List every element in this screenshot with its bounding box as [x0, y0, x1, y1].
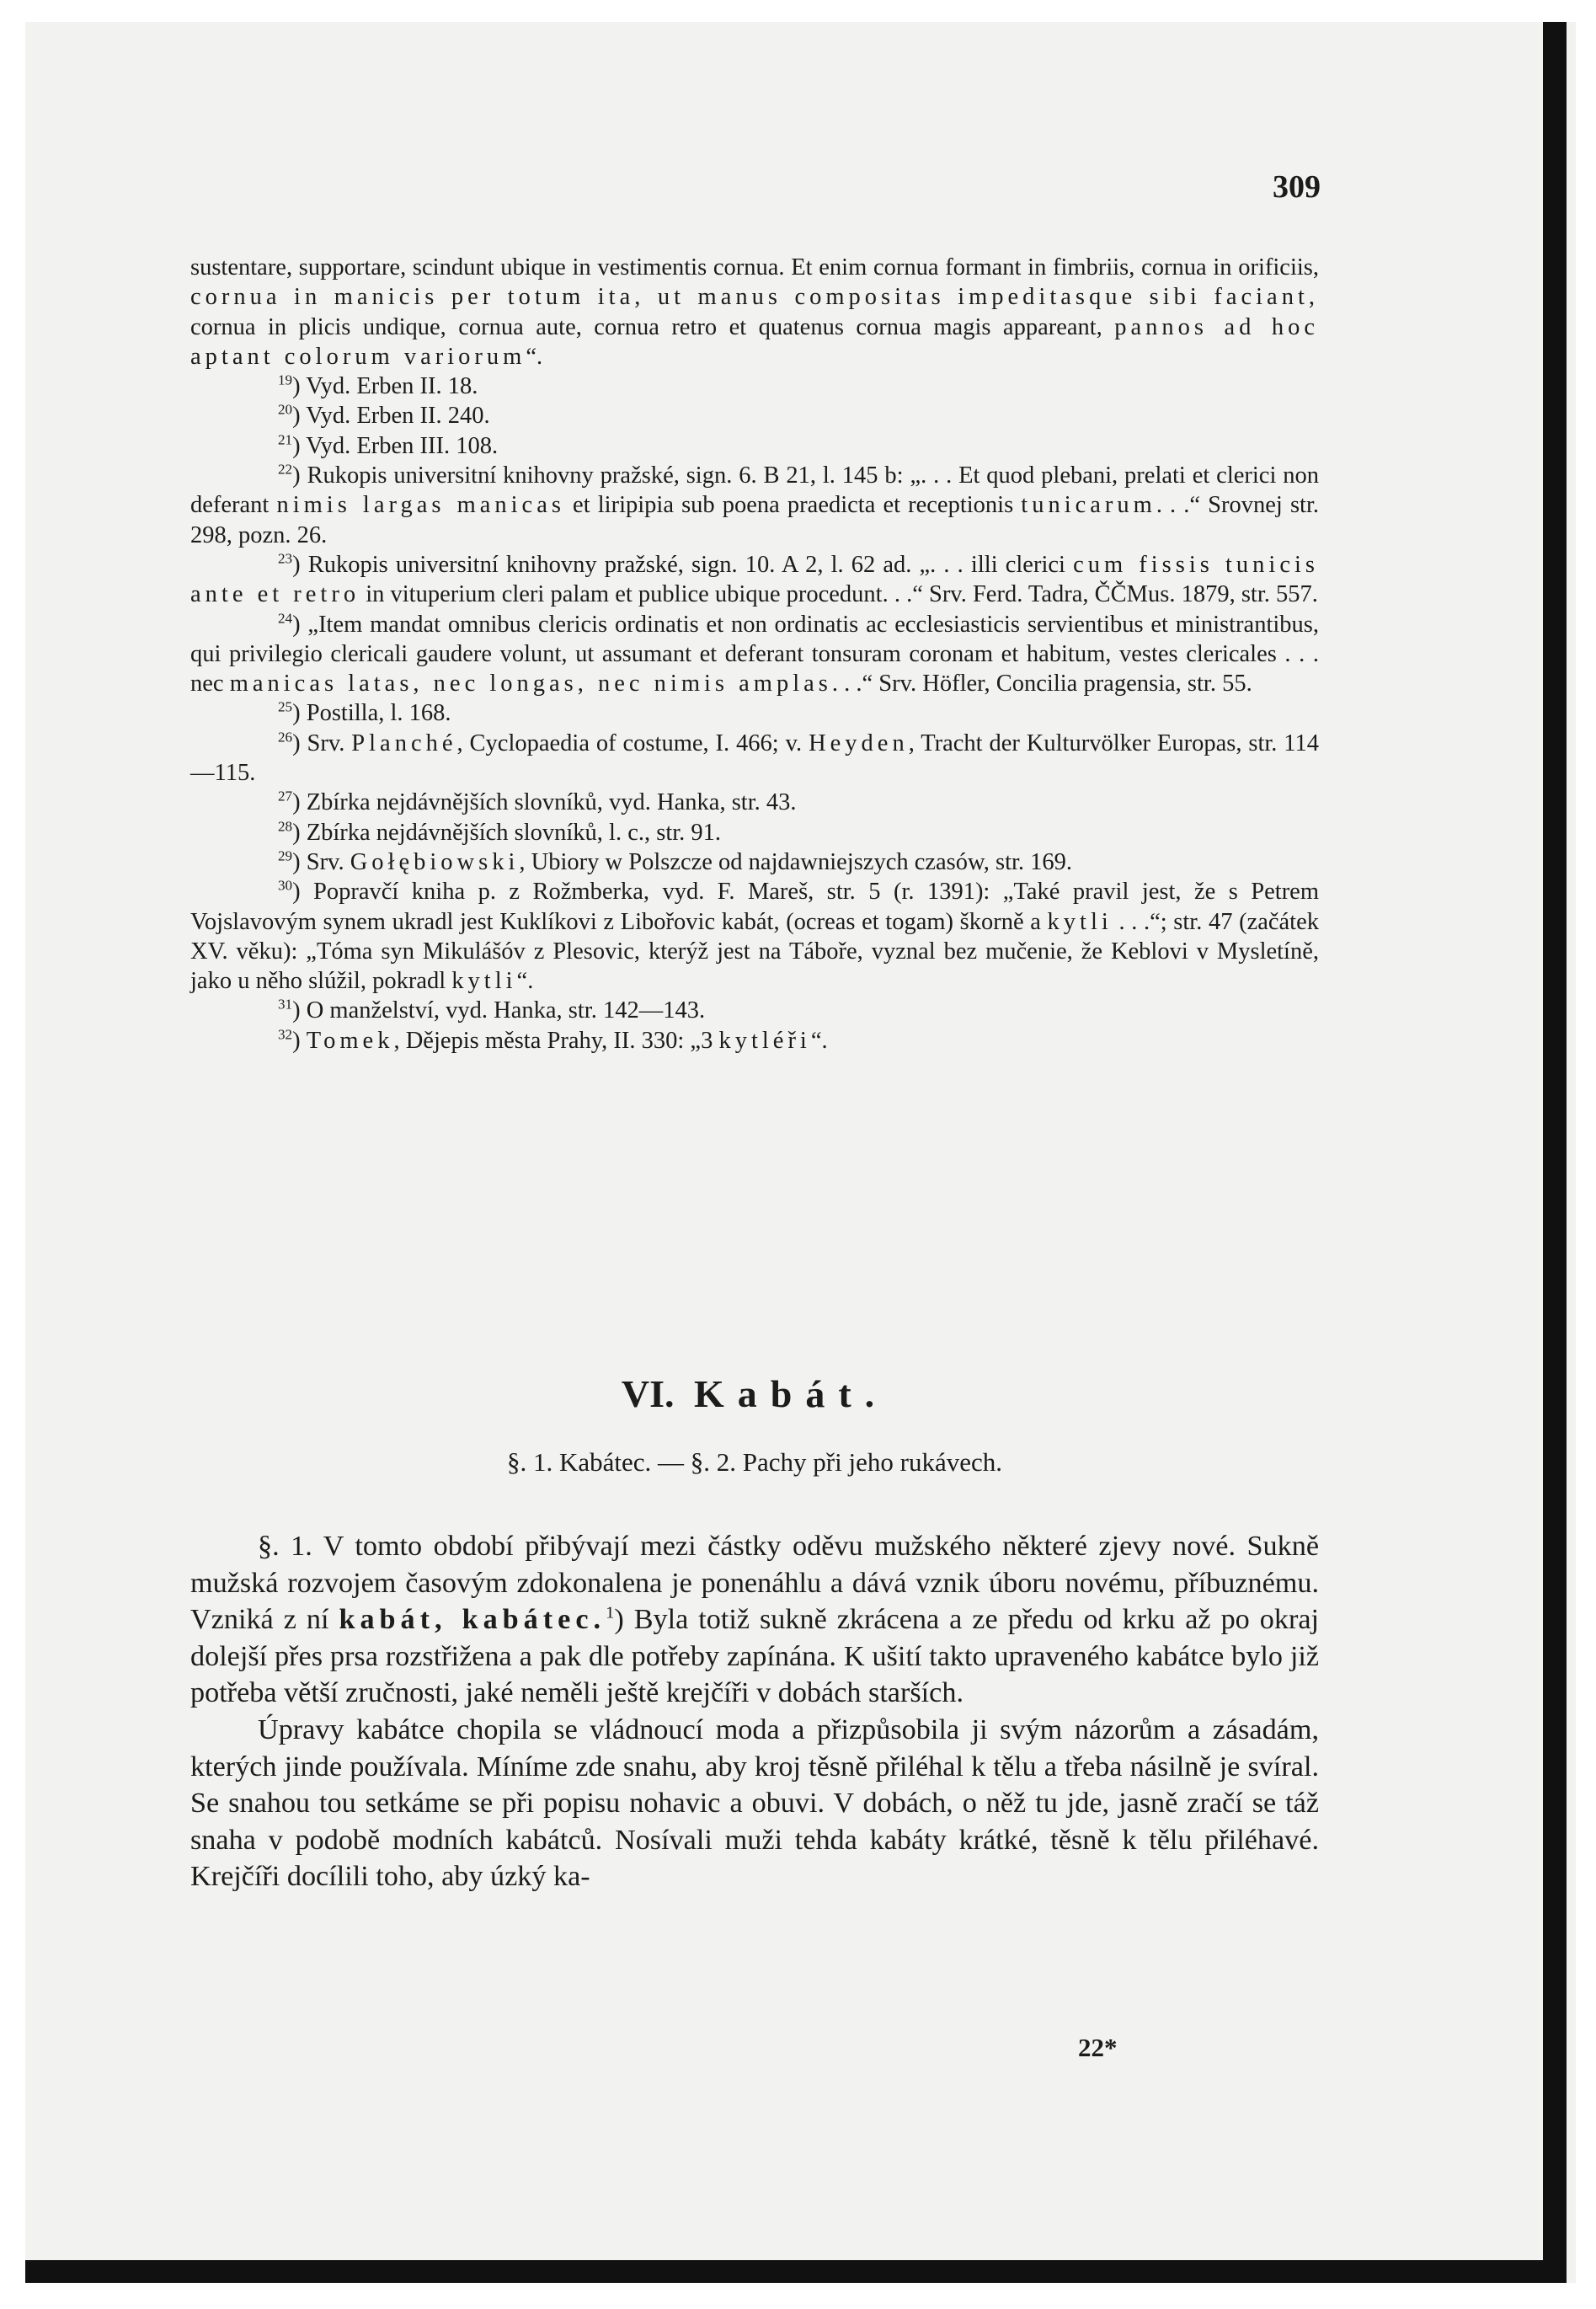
- footnote-marker: 25: [278, 698, 293, 715]
- spaced-text: kytli: [451, 968, 517, 995]
- spaced-text: kytli: [1047, 908, 1113, 935]
- chapter-title: [190, 1371, 1319, 1416]
- footnote-23: $^{23}$) Rukopis universitní knihovny pražské, sign. 10. A 2, l. 62 ad. „. . . illi clerici cum fissis tunicis ante et retro in vituperium cleri palam et publice ubique procedunt. . .“ Srv. Ferd. Tadra, ČČMus. 1879, str. 557.: [190, 550, 1319, 608]
- footnote-text: Srv.: [307, 730, 352, 756]
- footnote-text: “.: [516, 968, 534, 995]
- footnote-text: Vyd. Erben III. 108.: [306, 432, 499, 459]
- footnote-19: $^{19}$) Vyd. Erben II. 18.: [278, 371, 478, 400]
- spaced-text: kabát, kabátec.: [339, 1604, 606, 1636]
- footnote-text: cornua in plicis undique, cornua aute, cornua retro et quatenus cornua magis appareant,: [190, 313, 1115, 340]
- footnote-24: $^{24}$) „Item mandat omnibus clericis ordinatis et non ordinatis ac ecclesiasticis servientibus et ministrantibus, qui privilegio clericali gaudere volunt, ut assumant et deferant tonsuram coronam et habitum, vestes clericales . . . nec manicas latas, nec longas, nec nimis amplas. . .“ Srv. Höfler, Concilia pragensia, str. 55.: [190, 610, 1319, 698]
- footnote-text: Srv.: [306, 848, 350, 875]
- footnote-text: Popravčí kniha p. z Rožmberka, vyd. F. Mareš, str. 5 (r. 1391): „Také pravil jest, že s Petrem Vojslavovým synem ukradl jest Kuklíkovi z Libořovic kabát, (ocreas et togam) škorně a: [190, 879, 1319, 935]
- spaced-text: cornua in manicis per totum ita, ut manus compositas impeditasque sibi faciant,: [190, 284, 1319, 311]
- footnote-text: sustentare, supportare, scindunt ubique in vestimentis cornua. Et enim cornua formant in fimbriis, cornua in orificiis,: [190, 254, 1319, 281]
- footnote-21: $^{21}$) Vyd. Erben III. 108.: [278, 431, 499, 459]
- chapter-numeral: VI.: [621, 1372, 675, 1415]
- footnote-text: et liripipia sub poena praedicta et receptionis: [564, 492, 1022, 519]
- printer-signature: 22*: [1078, 2033, 1118, 2062]
- footnotes-section: [190, 253, 1319, 1056]
- spaced-text: tunicarum: [1021, 492, 1156, 519]
- footnote-text: Vyd. Erben II. 240.: [306, 403, 490, 430]
- footnote-22: $^{22}$) Rukopis universitní knihovny pražské, sign. 6. B 21, l. 145 b: „. . . Et quod plebani, prelati et clerici non deferant nimis largas manicas et liripipia sub poena praedicta et receptionis tunicarum. . .“ Srovnej str. 298, pozn. 26.: [190, 461, 1319, 548]
- footnote-text: in vituperium cleri palam et publice ubique procedunt. . .“ Srv. Ferd. Tadra, ČČMus. 1879, str. 557.: [360, 581, 1318, 608]
- footnote-29: $^{29}$) Srv. Gołębiowski, Ubiory w Polszcze od najdawniejszych czasów, str. 169.: [278, 847, 1073, 875]
- section-list: §. 1. Kabátec. — §. 2. Pachy při jeho rukávech.: [507, 1447, 1002, 1477]
- footnote-32: $^{32}$) Tomek, Dějepis města Prahy, II. 330: „3 kytléři“.: [278, 1026, 828, 1054]
- page-number: 309: [1273, 169, 1321, 205]
- spaced-text: Tomek: [306, 1027, 394, 1054]
- spaced-text: manicas latas, nec longas, nec nimis amplas: [229, 671, 832, 698]
- footnote-text: , Ubiory w Polszcze od najdawniejszych czasów, str. 169.: [519, 848, 1073, 875]
- paragraph-text: §. 1. V tomto období přibývají mezi částky oděvu mužského některé zjevy nové. Sukně mužská rozvojem časovým zdokonalena je ponenáhlu a dává vznik úboru novému, příbuznému. Vzniká z ní: [190, 1531, 1319, 1636]
- footnote-marker: 1: [606, 1603, 615, 1622]
- footnote-marker: 19: [278, 371, 293, 388]
- footnote-text: Rukopis universitní knihovny pražské, sign. 6. B 21, l. 145 b: „. . . Et quod plebani, prelati et clerici non deferant: [190, 462, 1319, 519]
- footnote-text: . . .“; str. 47 (začátek XV. věku): „Tóma syn Mikulášóv z Plesovic, kterýž jest na Táboře, vyznal bez mučenie, že Keblovi v Mysletíně, jako u něho slúžil, pokradl: [190, 908, 1319, 995]
- footnote-marker: 28: [278, 818, 293, 835]
- chapter-word: Kabát.: [693, 1372, 889, 1415]
- footnote-continuation: [190, 253, 1319, 371]
- paragraph-text: ) Byla totiž sukně zkrácena a ze předu od krku až po okraj dolejší přes prsa rozstřižena a pak dle potřeby zapínána. K ušití takto upraveného kabátce bylo již potřeba větší zručnosti, jaké neměli ještě krejčíři v dobách starších.: [190, 1604, 1319, 1709]
- paragraph: [190, 1528, 1319, 1712]
- footnote-text: . . .“ Srovnej str. 298, pozn. 26.: [190, 492, 1319, 548]
- footnote-text: , Cyclopaedia of costume, I. 466; v.: [456, 730, 809, 756]
- footnote-marker: 26: [278, 729, 293, 746]
- main-text: [190, 1528, 1319, 1895]
- footnote-marker: 22: [278, 461, 293, 478]
- paragraph: Úpravy kabátce chopila se vládnoucí moda a přizpůsobila ji svým názorům a zásadám, kterých jinde používala. Míníme zde snahu, aby kroj těsně přiléhal k tělu a třeba násilně je svíral. Se snahou tou setkáme se při popisu nohavic a obuvi. V dobách, o něž tu jde, jasně zračí se táž snaha v podobě modních kabátců. Nosívali muži tehda kabáty krátké, těsně k tělu přiléhavé. Krejčíři docílili toho, aby úzký ka-: [190, 1713, 1319, 1893]
- footnote-text: Rukopis universitní knihovny pražské, sign. 10. A 2, l. 62 ad. „. . . illi clerici: [307, 551, 1074, 578]
- footnote-marker: 20: [278, 401, 293, 418]
- footnote-28: $^{28}$) Zbírka nejdávnějších slovníků, l. c., str. 91.: [278, 818, 722, 846]
- scan-border-right: [1543, 22, 1567, 2283]
- footnote-text: Postilla, l. 168.: [306, 700, 451, 727]
- footnote-marker: 32: [278, 1026, 293, 1043]
- spaced-text: Planché: [351, 730, 457, 756]
- footnote-text: “.: [810, 1027, 828, 1054]
- spaced-text: kytléři: [718, 1027, 811, 1054]
- footnote-text: , Dějepis města Prahy, II. 330: „3: [393, 1027, 719, 1054]
- footnote-text: Vyd. Erben II. 18.: [306, 373, 478, 400]
- footnote-text: , Tracht der Kulturvölker Europas, str. 114—115.: [190, 730, 1319, 787]
- footnote-marker: 21: [278, 431, 293, 448]
- footnote-20: $^{20}$) Vyd. Erben II. 240.: [278, 401, 490, 430]
- footnote-26: $^{26}$) Srv. Planché, Cyclopaedia of costume, I. 466; v. Heyden, Tracht der Kulturvölker Europas, str. 114—115.: [190, 729, 1319, 787]
- spaced-text: pannos ad hoc aptant colorum variorum: [190, 313, 1319, 370]
- footnote-31: $^{31}$) O manželství, vyd. Hanka, str. 142—143.: [278, 996, 706, 1024]
- scan-border-bottom: [25, 2260, 1567, 2283]
- spaced-text: cum fissis tunicis ante et retro: [190, 551, 1319, 608]
- footnote-text: “.: [526, 343, 543, 370]
- footnote-text: „Item mandat omnibus clericis ordinatis et non ordinatis ac ecclesiasticis servientibus et ministrantibus, qui privilegio clericali gaudere volunt, ut assumant et deferant tonsuram coronam et habitum, vestes clericales . . . nec: [190, 611, 1319, 698]
- footnote-27: $^{27}$) Zbírka nejdávnějších slovníků, vyd. Hanka, str. 43.: [278, 788, 797, 816]
- footnote-marker: 23: [278, 550, 293, 567]
- footnote-25: $^{25}$) Postilla, l. 168.: [278, 698, 451, 727]
- footnote-marker: 24: [278, 610, 293, 627]
- footnote-text: . . .“ Srv. Höfler, Concilia pragensia, str. 55.: [831, 671, 1252, 698]
- footnote-text: Zbírka nejdávnějších slovníků, vyd. Hanka, str. 43.: [306, 789, 797, 816]
- footnote-30: $^{30}$) Popravčí kniha p. z Rožmberka, vyd. F. Mareš, str. 5 (r. 1391): „Také pravil jest, že s Petrem Vojslavovým synem ukradl jest Kuklíkovi z Libořovic kabát, (ocreas et togam) škorně a kytli . . .“; str. 47 (začátek XV. věku): „Tóma syn Mikulášóv z Plesovic, kterýž jest na Táboře, vyznal bez mučenie, že Keblovi v Mysletíně, jako u něho slúžil, pokradl kytli“.: [190, 877, 1319, 995]
- spaced-text: Heyden: [809, 730, 909, 756]
- footnote-marker: 30: [278, 877, 293, 894]
- spaced-text: Gołębiowski: [350, 848, 520, 875]
- footnote-marker: 29: [278, 847, 293, 864]
- footnote-marker: 31: [278, 996, 293, 1013]
- footnote-text: Zbírka nejdávnějších slovníků, l. c., str. 91.: [306, 819, 722, 846]
- footnote-text: O manželství, vyd. Hanka, str. 142—143.: [306, 997, 706, 1024]
- spaced-text: nimis largas manicas: [276, 492, 565, 519]
- footnote-marker: 27: [278, 788, 293, 804]
